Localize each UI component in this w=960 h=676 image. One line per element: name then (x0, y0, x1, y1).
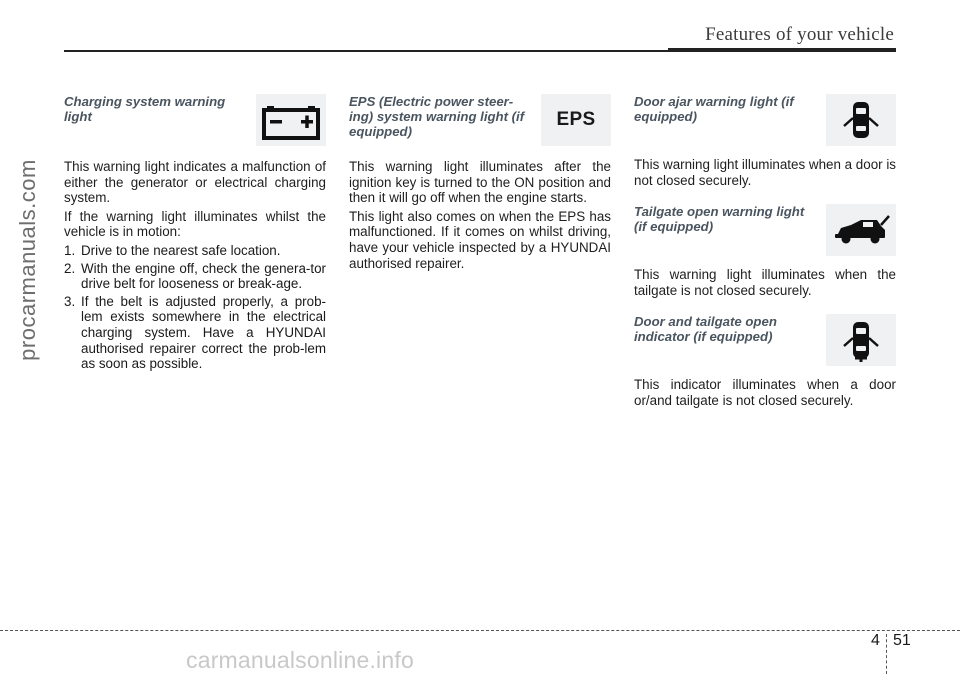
step-number: 3. (64, 293, 76, 309)
section-title: Tailgate open warning light (if equipped) (634, 204, 805, 235)
section-title: Charging system warning light (64, 94, 226, 124)
side-watermark (10, 40, 46, 480)
battery-icon (256, 94, 326, 146)
section-title: Door ajar warning light (if equipped) (634, 94, 794, 124)
section-header (349, 94, 611, 148)
door-tailgate-open-icon (826, 314, 896, 366)
column-right (634, 94, 896, 409)
paragraph: This indicator illuminates when a door or/and tailgate is not closed securely. (634, 377, 896, 408)
paragraph: This warning light illuminates after the ignition key is turned to the ON position and then it will go off when the engine starts. (349, 159, 611, 206)
step-text: If the belt is adjusted properly, a prob-lem exists somewhere in the electrical charging system. Have a HYUNDAI authorised repairer correct the prob-lem as soon as possible. (81, 293, 326, 372)
tailgate-open-icon (826, 204, 896, 256)
section-door-tailgate-open (634, 314, 896, 408)
section-title: Door and tailgate open indicator (if equipped) (634, 314, 777, 345)
step-text: With the engine off, check the genera-tor drive belt for looseness or break-age. (81, 260, 326, 292)
list-item (64, 261, 326, 292)
section-door-ajar (634, 94, 896, 188)
paragraph: This warning light illuminates when the tailgate is not closed securely. (634, 267, 896, 298)
column-left (64, 94, 326, 374)
section-header (634, 94, 896, 146)
header-rule-accent (668, 48, 896, 52)
column-middle (349, 94, 611, 271)
section-header (634, 204, 896, 256)
steps-list (64, 243, 326, 372)
list-item (64, 294, 326, 372)
section-header (64, 94, 326, 148)
step-number: 1. (64, 242, 76, 258)
step-text: Drive to the nearest safe location. (81, 242, 281, 258)
paragraph: If the warning light illuminates whilst the vehicle is in motion: (64, 208, 326, 240)
page-header-title: Features of your vehicle (705, 24, 894, 45)
section-tailgate-open (634, 204, 896, 298)
footer-separator (886, 634, 887, 674)
paragraph: This warning light indicates a malfunction of either the generator or electrical charging system. (64, 159, 326, 206)
side-watermark-text: procarmanuals.com (15, 159, 40, 361)
door-ajar-icon (826, 94, 896, 146)
footer-divider (0, 630, 960, 631)
chapter-number: 4 (871, 632, 880, 649)
paragraph: This warning light illuminates when a door is not closed securely. (634, 157, 896, 188)
step-number: 2. (64, 260, 76, 276)
section-charging-system (64, 94, 326, 372)
bottom-watermark: carmanualsonline.info (186, 647, 414, 673)
eps-icon (541, 94, 611, 146)
eps-icon-label: EPS (556, 109, 596, 130)
paragraph: This light also comes on when the EPS has malfunctioned. If it comes on whilst driving, have your vehicle inspected by a HYUNDAI authorised repairer. (349, 208, 611, 271)
page-number: 51 (893, 632, 911, 649)
section-eps (349, 94, 611, 271)
list-item (64, 243, 326, 259)
section-header (634, 314, 896, 366)
section-title: EPS (Electric power steer-ing) system warning light (if equipped) (349, 94, 525, 139)
